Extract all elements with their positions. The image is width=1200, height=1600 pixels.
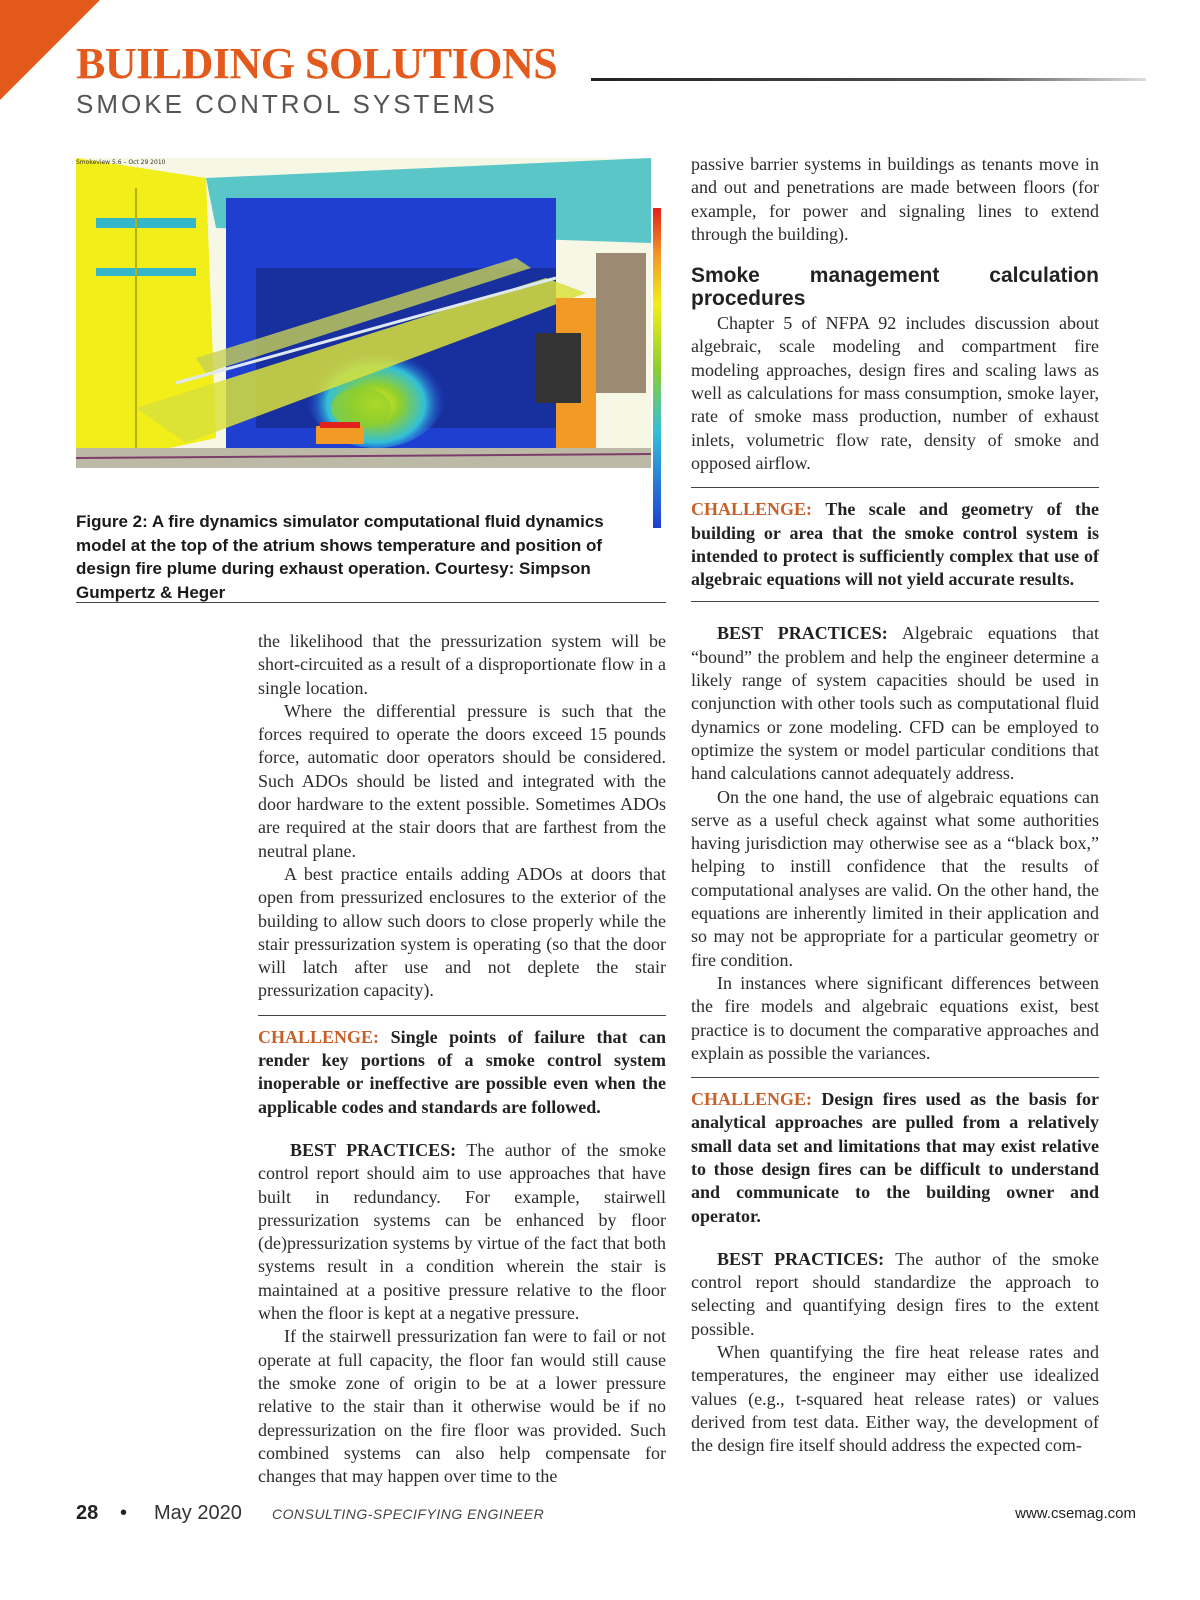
body-paragraph: the likelihood that the pressurization system will be short-circuited as a result of a disproportionate flow in a single location. — [258, 631, 666, 698]
section-rule — [258, 1015, 666, 1016]
body-paragraph: In instances where significant differences between the fire models and algebraic equations exist, best practice is to document the comparative approaches and explain as possible the variances. — [691, 972, 1099, 1063]
best-practices-block — [258, 1139, 666, 1325]
body-paragraph: Chapter 5 of NFPA 92 includes discussion about algebraic, scale modeling and compartment fire modeling approaches, design fires and scaling laws as well as calculations for mass consumption, smoke layer, rate of smoke mass production, number of exhaust inlets, volumetric flow rate, density of smoke and opposed airflow. — [691, 313, 1099, 473]
body-paragraph: Where the differential pressure is such that the forces required to operate the doors exceed 15 pounds force, automatic door operators should be considered. Such ADOs should be listed and integrated with the door hardware to the extent possible. Sometimes ADOs are required at the stair doors that are farthest from the neutral plane. — [258, 700, 666, 861]
section-heading: Smoke management calculation procedures — [691, 264, 1099, 311]
best-practices-text: Algebraic equations that “bound” the problem and help the engineer determine a likely range of system capacities should be used in conjunction with other tools such as computational fluid dynamics or zone modeling. CFD can be employed to optimize the system or model particular conditions that hand calculations cannot adequately address. — [691, 623, 1099, 784]
best-practices-text: The author of the smoke control report should aim to use approaches that have built in redundancy. For example, stairwell pressurization systems can be enhanced by floor (de)pressurization systems by virtue of the fact that both systems result in a condition wherein the stair is maintained at a positive pressure relative to the floor when the floor is kept at a negative pressure. — [258, 1139, 666, 1324]
challenge-text: Single points of failure that can render key portions of a smoke control system inoperable or ineffective are possible even when the applicable codes and standards are followed. — [258, 1026, 666, 1117]
section-rule — [691, 487, 1099, 488]
challenge-label: CHALLENGE: — [691, 499, 813, 520]
section-subtitle: SMOKE CONTROL SYSTEMS — [76, 89, 498, 119]
best-practices-label: BEST PRACTICES: — [717, 623, 888, 644]
challenge-text: Design fires used as the basis for analytical approaches are pulled from a relatively small data set and limitations that may exist relative to those design fires can be difficult to understand and communicate to the building owner and operator. — [691, 1089, 1099, 1226]
left-column — [258, 630, 666, 1488]
cfd-model-image — [76, 158, 686, 530]
footer-separator: • — [120, 1502, 128, 1524]
header-rule — [591, 78, 1146, 81]
section-rule — [691, 601, 1099, 602]
body-paragraph: A best practice entails adding ADOs at doors that open from pressurized enclosures to the exterior of the building to allow such doors to close properly while the stair pressurization system is operating (so that the door will latch after use and not deplete the stair pressurization capacity). — [258, 863, 666, 1001]
cfd-figure — [76, 158, 686, 530]
best-practices-block — [691, 622, 1099, 785]
best-practices-text: The author of the smoke control report should standardize the approach to selecting and quantifying design fires to the extent possible. — [691, 1248, 1099, 1339]
caption-rule — [76, 602, 666, 603]
body-paragraph: On the one hand, the use of algebraic equations can serve as a useful check against what some authorities having jurisdiction may otherwise see as a “black box,” helping to instill confidence that the results of computational analyses are valid. On the other hand, the equations are inherently limited in their application and so may not be appropriate for a particular geometry or fire condition. — [691, 786, 1099, 970]
website-link[interactable]: www.csemag.com — [1015, 1505, 1136, 1522]
page-number: 28 — [76, 1502, 99, 1524]
body-paragraph: When quantifying the fire heat release rates and temperatures, the engineer may either use idealized values (e.g., t-squared heat release rates) or values derived from test data. Either way, the development of the design fire itself should address the expected com- — [691, 1342, 1099, 1456]
page-footer — [76, 1502, 1136, 1532]
page-header — [76, 40, 1136, 118]
challenge-label: CHALLENGE: — [258, 1026, 380, 1047]
best-practices-block — [691, 1248, 1099, 1341]
issue-date: May 2020 — [154, 1502, 242, 1524]
challenge-block — [258, 1026, 666, 1119]
section-rule — [691, 1077, 1099, 1078]
section-brand-title: BUILDING SOLUTIONS — [76, 39, 558, 88]
best-practices-label: BEST PRACTICES: — [717, 1248, 885, 1269]
body-paragraph: If the stairwell pressurization fan were to fail or not operate at full capacity, the floor fan would still cause the smoke zone of origin to be at a lower pressure relative to the stair than it otherwise would be if no depressurization on the fire floor was provided. Such combined systems can also help compensate for changes that may happen over time to the — [258, 1326, 666, 1487]
challenge-block — [691, 498, 1099, 591]
body-paragraph: passive barrier systems in buildings as tenants move in and out and penetrations are made between floors (for example, for power and signaling lines to extend through the building). — [691, 154, 1099, 244]
svg-text:Smokeview 5.6 – Oct 29 2010: Smokeview 5.6 – Oct 29 2010 — [76, 159, 166, 166]
figure-caption: Figure 2: A fire dynamics simulator computational fluid dynamics model at the top of the atrium shows temperature and position of design fire plume during exhaust operation. Courtesy: Simpson Gumpertz & Heger — [76, 512, 604, 602]
best-practices-label: BEST PRACTICES: — [290, 1139, 457, 1160]
challenge-text: The scale and geometry of the building or area that the smoke control system is intended to protect is sufficiently complex that use of algebraic equations will not yield accurate results. — [691, 499, 1099, 590]
right-column — [691, 153, 1099, 1458]
challenge-block — [691, 1088, 1099, 1228]
challenge-label: CHALLENGE: — [691, 1089, 813, 1110]
magazine-name: CONSULTING-SPECIFYING ENGINEER — [272, 1506, 545, 1522]
